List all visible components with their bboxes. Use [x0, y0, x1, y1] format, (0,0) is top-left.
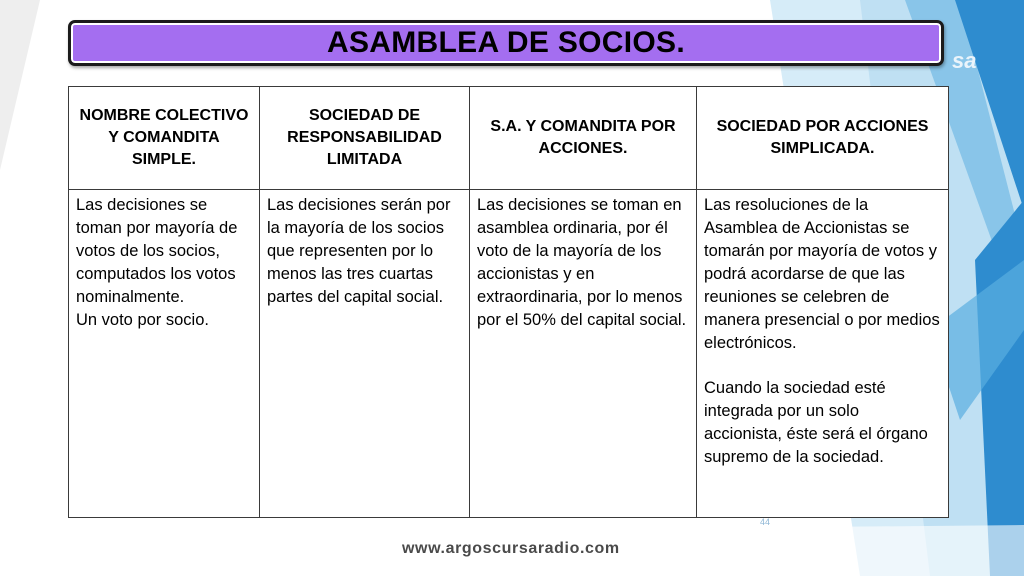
page-number: 44 [760, 517, 771, 527]
cell-text: Las resoluciones de la Asamblea de Accionistas se tomarán por mayoría de votos y podrá acordarse de que las reuniones se celebren de manera presencial o por medios electrónicos. [704, 196, 940, 352]
cell-text: Un voto por socio. [76, 311, 209, 329]
footer-url: www.argoscursaradio.com [402, 540, 620, 557]
header-sa: S.A. Y COMANDITA POR ACCIONES. [470, 87, 697, 190]
comparison-table-wrapper [68, 86, 948, 518]
cell-text: Las decisiones se toman en asamblea ordinaria, por él voto de la mayoría de los accionistas y en extraordinaria, por lo menos por el 50% del capital social. [477, 196, 687, 329]
comparison-table [68, 86, 949, 518]
cell-text: Las decisiones se toman por mayoría de votos de los socios, computados los votos nominalmente. [76, 196, 238, 306]
cell-text: Las decisiones serán por la mayoría de los socios que representen por lo menos las tres cuartas partes del capital social. [267, 196, 451, 306]
table-header-row [69, 87, 949, 190]
logo-fragment: sa [952, 48, 977, 73]
cell-sa [470, 190, 697, 518]
cell-text: Cuando la sociedad esté integrada por un solo accionista, éste será el órgano supremo de la sociedad. [704, 379, 928, 466]
cell-sas [697, 190, 949, 518]
header-colectivo: NOMBRE COLECTIVO Y COMANDITA SIMPLE. [69, 87, 260, 190]
table-row [69, 190, 949, 518]
title-bar [68, 20, 944, 66]
cell-colectivo [69, 190, 260, 518]
header-sas: SOCIEDAD POR ACCIONES SIMPLICADA. [697, 87, 949, 190]
header-srl: SOCIEDAD DE RESPONSABILIDAD LIMITADA [260, 87, 470, 190]
page-title: ASAMBLEA DE SOCIOS. [327, 26, 685, 59]
cell-srl [260, 190, 470, 518]
